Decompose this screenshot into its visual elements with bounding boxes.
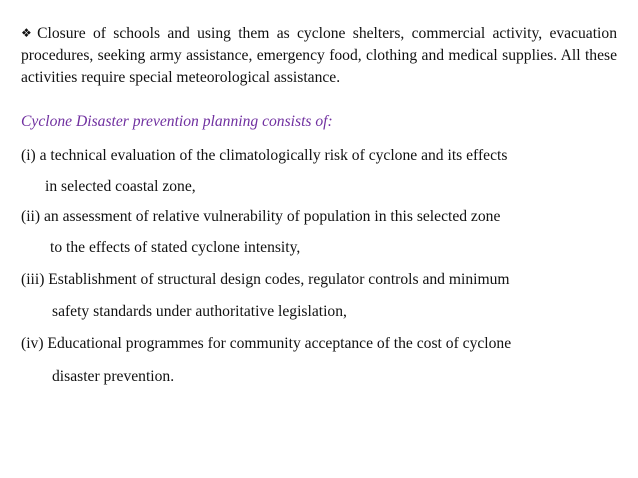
item-4-line-2: disaster prevention. [52, 368, 175, 385]
intro-text: Closure of schools and using them as cyclone shelters, commercial activity, evacuation procedures, seeking army assistance, emergency food, clothing and medical supplies. All these activities require special meteorological assistance. [21, 25, 617, 86]
section-heading: Cyclone Disaster prevention planning consists of: [21, 113, 333, 130]
item-2-line-2: to the effects of stated cyclone intensity, [50, 239, 301, 256]
diamond-bullet-icon: ❖ [21, 26, 36, 40]
item-2-line-1: (ii) an assessment of relative vulnerability of population in this selected zone [21, 208, 501, 225]
item-3-line-1: (iii) Establishment of structural design codes, regulator controls and minimum [21, 271, 510, 288]
item-4-line-1: (iv) Educational programmes for community acceptance of the cost of cyclone [21, 335, 512, 352]
item-3-line-2: safety standards under authoritative legislation, [52, 303, 347, 320]
intro-paragraph [21, 23, 617, 89]
item-1-line-2: in selected coastal zone, [45, 178, 196, 195]
item-1-line-1: (i) a technical evaluation of the climatologically risk of cyclone and its effects [21, 147, 508, 164]
